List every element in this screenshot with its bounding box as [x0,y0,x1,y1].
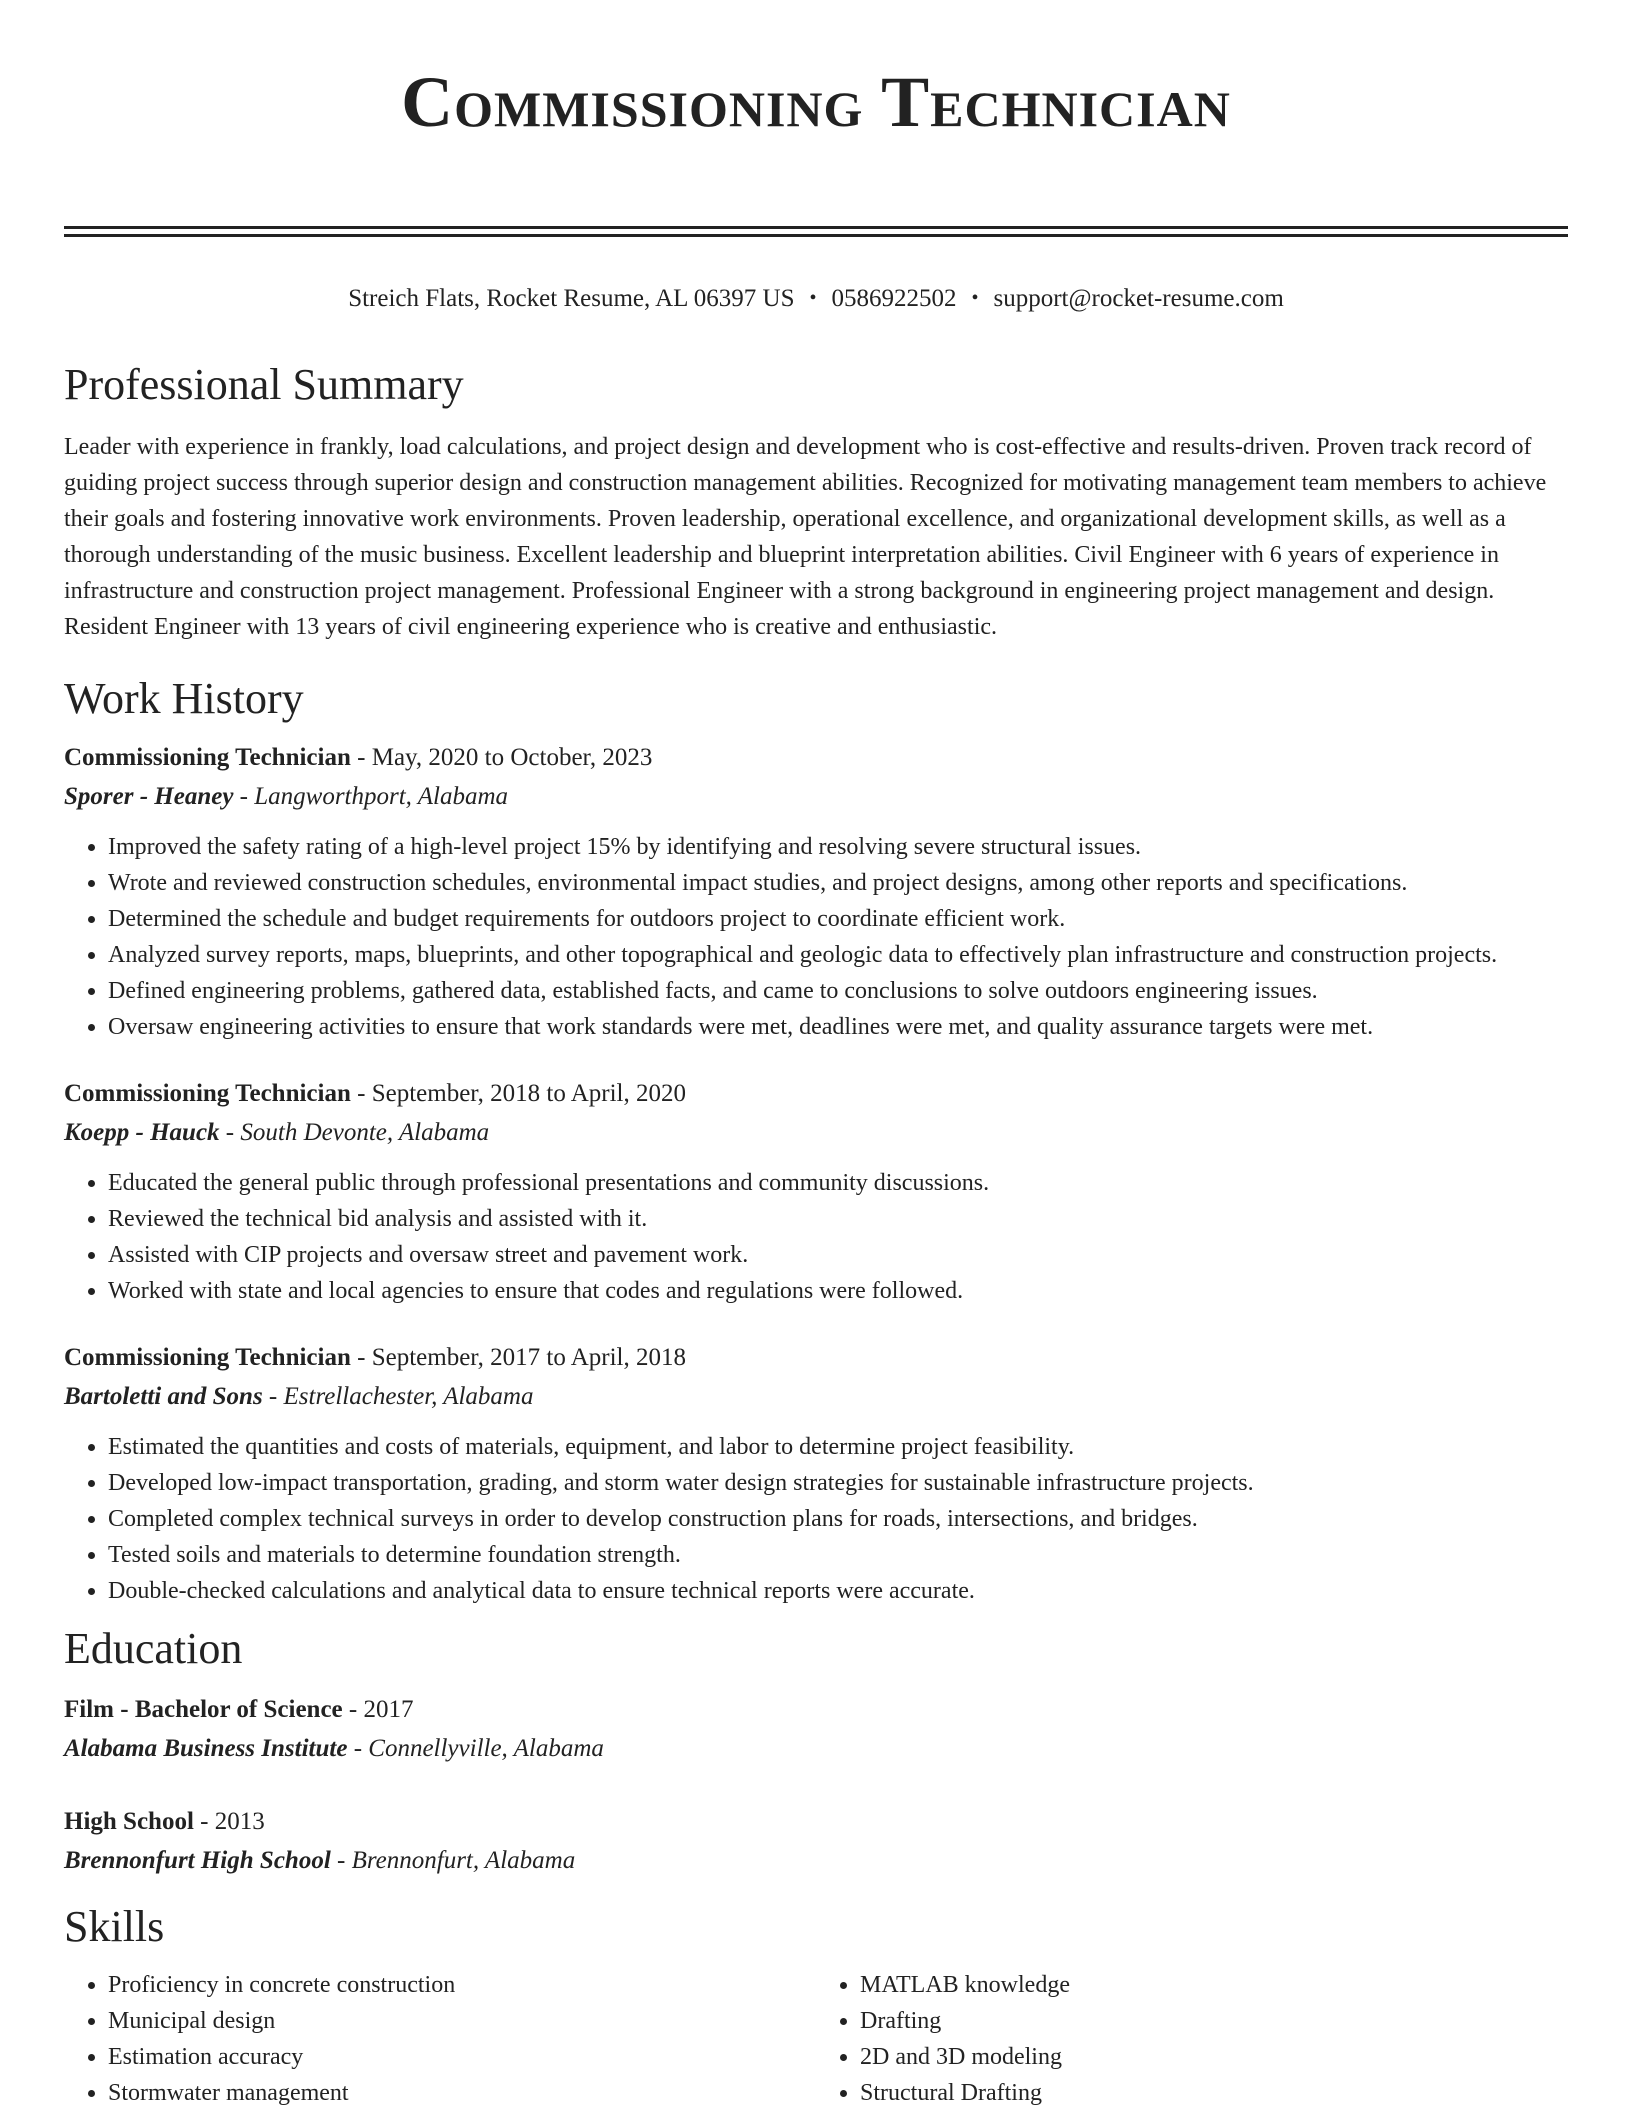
list-item: • Tested soils and materials to determine foundation strength. [108,1537,1568,1573]
skills-column-left [64,1967,816,2111]
job-dates: - May, 2020 to October, 2023 [350,744,653,771]
contact-phone: 0586922502 [831,285,957,312]
skills-column-right [816,1967,1568,2111]
job-dates: - September, 2017 to April, 2018 [350,1344,686,1371]
list-item: • Developed low-impact transportation, grading, and storm water design strategies for sustainable infrastructure projects. [108,1465,1568,1501]
list-item: • Drafting [860,2003,1568,2039]
job-company-line [64,1113,1568,1153]
education-school-line [64,1729,1568,1769]
list-item: • Oversaw engineering activities to ensure that work standards were met, deadlines were met, and quality assurance targets were met. [108,1009,1568,1045]
job-location: - South Devonte, Alabama [219,1119,490,1146]
job-title-line [64,1075,1568,1113]
list-item: • Determined the schedule and budget requirements for outdoors project to coordinate efficient work. [108,901,1568,937]
list-item: • Proficiency in concrete construction [108,1967,816,2003]
job-title-line [64,1339,1568,1377]
list-item: • Improved the safety rating of a high-level project 15% by identifying and resolving severe structural issues. [108,829,1568,865]
list-item: • 2D and 3D modeling [860,2039,1568,2075]
job-entry [64,739,1568,1045]
contact-info [64,282,1568,315]
summary-text: Leader with experience in frankly, load calculations, and project design and development who is cost-effective and results-driven. Proven track record of guiding project success through superior design and construction management abilities. Recognized for motivating management team members to achieve their goals and fostering innovative work environments. Proven leadership, operational excellence, and organizational development skills, as well as a thorough understanding of the music business. Excellent leadership and blueprint interpretation abilities. Civil Engineer with 6 years of experience in infrastructure and construction project management. Professional Engineer with a strong background in engineering project management and design. Resident Engineer with 13 years of civil engineering experience who is creative and enthusiastic. [64,434,1547,640]
list-item: • Structural Drafting [860,2075,1568,2111]
list-item: • Educated the general public through professional presentations and community discussions. [108,1165,1568,1201]
job-company: Koepp - Hauck [64,1119,220,1146]
job-entry [64,1075,1568,1309]
job-dates: - September, 2018 to April, 2020 [350,1080,686,1107]
job-location: - Langworthport, Alabama [233,783,508,810]
education-year: - 2013 [193,1808,265,1835]
education-location: - Brennonfurt, Alabama [330,1847,576,1874]
job-location: - Estrellachester, Alabama [262,1383,534,1410]
list-item: • Double-checked calculations and analytical data to ensure technical reports were accurate. [108,1573,1568,1609]
job-company-line [64,777,1568,817]
education-degree-line [64,1691,1568,1729]
job-company-line [64,1377,1568,1417]
contact-address: Streich Flats, Rocket Resume, AL 06397 US [348,285,795,312]
education-heading: Education [64,1624,243,1673]
job-company: Sporer - Heaney [64,783,234,810]
list-item: • Stormwater management [108,2075,816,2111]
job-company: Bartoletti and Sons [64,1383,263,1410]
job-entry [64,1339,1568,1609]
contact-separator: • [809,287,817,309]
skills-list [64,1967,1568,2111]
job-role: Commissioning Technician [64,1080,351,1107]
list-item: • MATLAB knowledge [860,1967,1568,2003]
education-year: - 2017 [342,1696,414,1723]
job-bullets [64,1165,1568,1309]
contact-separator: • [971,287,979,309]
job-bullets [64,1429,1568,1609]
education-entry [64,1691,1568,1769]
education-school: Alabama Business Institute [64,1735,348,1762]
divider-line-bottom [64,234,1568,237]
list-item: • Completed complex technical surveys in order to develop construction plans for roads, intersections, and bridges. [108,1501,1568,1537]
education-entry [64,1803,1568,1881]
education-school-line [64,1841,1568,1881]
skills-heading: Skills [64,1902,165,1951]
education-degree-line [64,1803,1568,1841]
education-location: - Connellyville, Alabama [347,1735,604,1762]
list-item: • Estimated the quantities and costs of materials, equipment, and labor to determine project feasibility. [108,1429,1568,1465]
resume-name: Commissioning Technician [401,62,1231,142]
job-title-line [64,739,1568,777]
contact-email: support@rocket-resume.com [993,285,1284,312]
education-degree: Film - Bachelor of Science [64,1696,343,1723]
list-item: • Reviewed the technical bid analysis and assisted with it. [108,1201,1568,1237]
list-item: • Estimation accuracy [108,2039,816,2075]
header-divider [64,226,1568,237]
list-item: • Municipal design [108,2003,816,2039]
education-school: Brennonfurt High School [64,1847,331,1874]
summary-heading: Professional Summary [64,360,464,409]
list-item: • Analyzed survey reports, maps, blueprints, and other topographical and geologic data to effectively plan infrastructure and construction projects. [108,937,1568,973]
job-role: Commissioning Technician [64,1344,351,1371]
work-history-heading: Work History [64,674,304,723]
list-item: • Worked with state and local agencies to ensure that codes and regulations were followed. [108,1273,1568,1309]
list-item: • Wrote and reviewed construction schedules, environmental impact studies, and project designs, among other reports and specifications. [108,865,1568,901]
list-item: • Defined engineering problems, gathered data, established facts, and came to conclusions to solve outdoors engineering issues. [108,973,1568,1009]
job-bullets [64,829,1568,1045]
job-role: Commissioning Technician [64,744,351,771]
list-item: • Assisted with CIP projects and oversaw street and pavement work. [108,1237,1568,1273]
education-degree: High School [64,1808,194,1835]
